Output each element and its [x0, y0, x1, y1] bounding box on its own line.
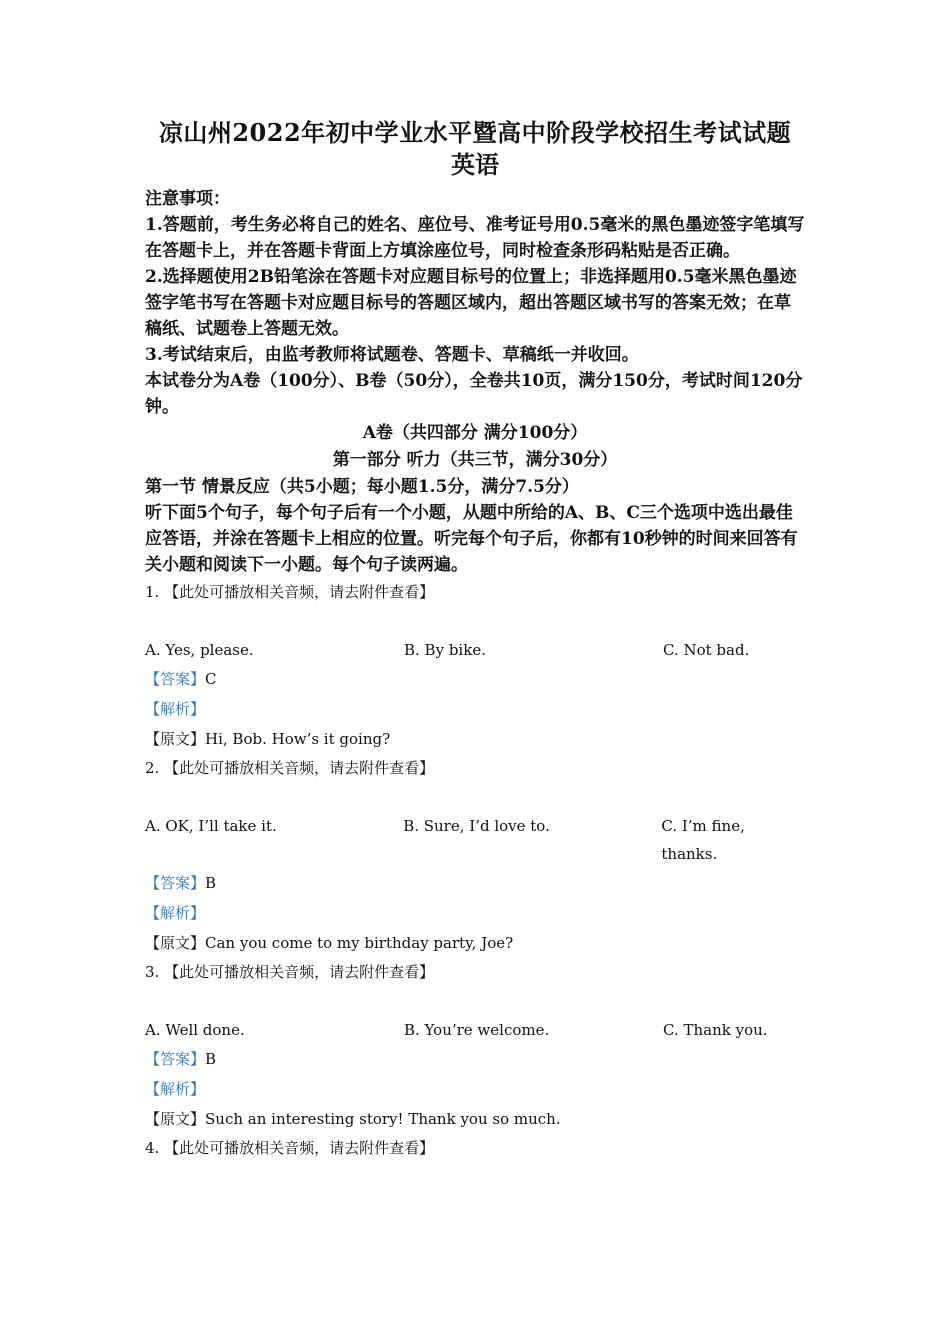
option-c: C. I’m fine, thanks. — [661, 817, 745, 863]
analysis-label: 【解析】 — [145, 700, 206, 718]
question-prompt: 3. 【此处可播放相关音频，请去附件查看】 — [145, 963, 435, 981]
question-1 — [145, 578, 805, 754]
original-text: Such an interesting story! Thank you so much. — [205, 1110, 561, 1128]
option-b: B. Sure, I’d love to. — [403, 817, 550, 835]
analysis-label: 【解析】 — [145, 1080, 206, 1098]
answer-row — [145, 1044, 805, 1074]
section-one-heading: 第一节 情景反应（共5小题；每小题1.5分，满分7.5分） — [145, 477, 579, 497]
original-label: 【原文】 — [145, 934, 206, 952]
analysis-row — [145, 1074, 805, 1104]
subject-title: 英语 — [451, 150, 499, 179]
original-row — [145, 1104, 805, 1134]
question-3 — [145, 958, 805, 1134]
original-text: Can you come to my birthday party, Joe? — [205, 934, 514, 952]
question-prompt: 2. 【此处可播放相关音频，请去附件查看】 — [145, 759, 435, 777]
question-options — [145, 1016, 805, 1044]
answer-label: 【答案】 — [145, 874, 206, 892]
question-options — [145, 812, 805, 868]
answer-value: C — [205, 670, 217, 688]
original-row — [145, 928, 805, 958]
question-2 — [145, 754, 805, 958]
question-options — [145, 636, 805, 664]
option-a: A. Well done. — [145, 1021, 245, 1039]
original-label: 【原文】 — [145, 1110, 206, 1128]
notice-heading: 注意事项： — [145, 189, 230, 209]
option-b: B. You’re welcome. — [404, 1021, 550, 1039]
notice-item-2: 2.选择题使用2B铅笔涂在答题卡对应题目标号的位置上；非选择题用0.5毫米黑色墨迹签字笔书写在答题卡对应题目标号的答题区域内，超出答题区域书写的答案无效；在草稿纸、试题卷上答题无效。 — [145, 267, 797, 339]
original-row — [145, 724, 805, 754]
answer-row — [145, 664, 805, 694]
option-b: B. By bike. — [404, 641, 486, 659]
option-a: A. Yes, please. — [145, 641, 254, 659]
answer-row — [145, 868, 805, 898]
original-text: Hi, Bob. How’s it going? — [205, 730, 391, 748]
answer-label: 【答案】 — [145, 670, 206, 688]
part-one-heading: 第一部分 听力（共三节，满分30分） — [332, 450, 618, 470]
analysis-label: 【解析】 — [145, 904, 206, 922]
exam-summary: 本试卷分为A卷（100分）、B卷（50分），全卷共10页，满分150分，考试时间120分钟。 — [145, 371, 803, 417]
answer-value: B — [205, 874, 217, 892]
notice-item-1: 1.答题前，考生务必将自己的姓名、座位号、准考证号用0.5毫米的黑色墨迹签字笔填写在答题卡上，并在答题卡背面上方填涂座位号，同时检查条形码粘贴是否正确。 — [145, 215, 805, 261]
option-c: C. Not bad. — [663, 641, 750, 659]
original-label: 【原文】 — [145, 730, 206, 748]
volume-a-heading: A卷（共四部分 满分100分） — [362, 423, 588, 443]
option-a: A. OK, I’ll take it. — [145, 817, 277, 835]
question-4 — [145, 1134, 805, 1162]
exam-title: 凉山州2022年初中学业水平暨高中阶段学校招生考试试题 — [158, 118, 792, 147]
notice-item-3: 3.考试结束后，由监考教师将试题卷、答题卡、草稿纸一并收回。 — [145, 345, 639, 365]
exam-page — [145, 118, 805, 1162]
section-instructions: 听下面5个句子，每个句子后有一个小题，从题中所给的A、B、C三个选项中选出最佳应答语，并涂在答题卡上相应的位置。听完每个句子后，你都有10秒钟的时间来回答有关小题和阅读下一小题。每个句子读两遍。 — [145, 503, 798, 575]
analysis-row — [145, 694, 805, 724]
answer-label: 【答案】 — [145, 1050, 206, 1068]
answer-value: B — [205, 1050, 217, 1068]
analysis-row — [145, 898, 805, 928]
question-prompt: 4. 【此处可播放相关音频，请去附件查看】 — [145, 1139, 435, 1157]
question-prompt: 1. 【此处可播放相关音频，请去附件查看】 — [145, 583, 435, 601]
option-c: C. Thank you. — [663, 1021, 768, 1039]
